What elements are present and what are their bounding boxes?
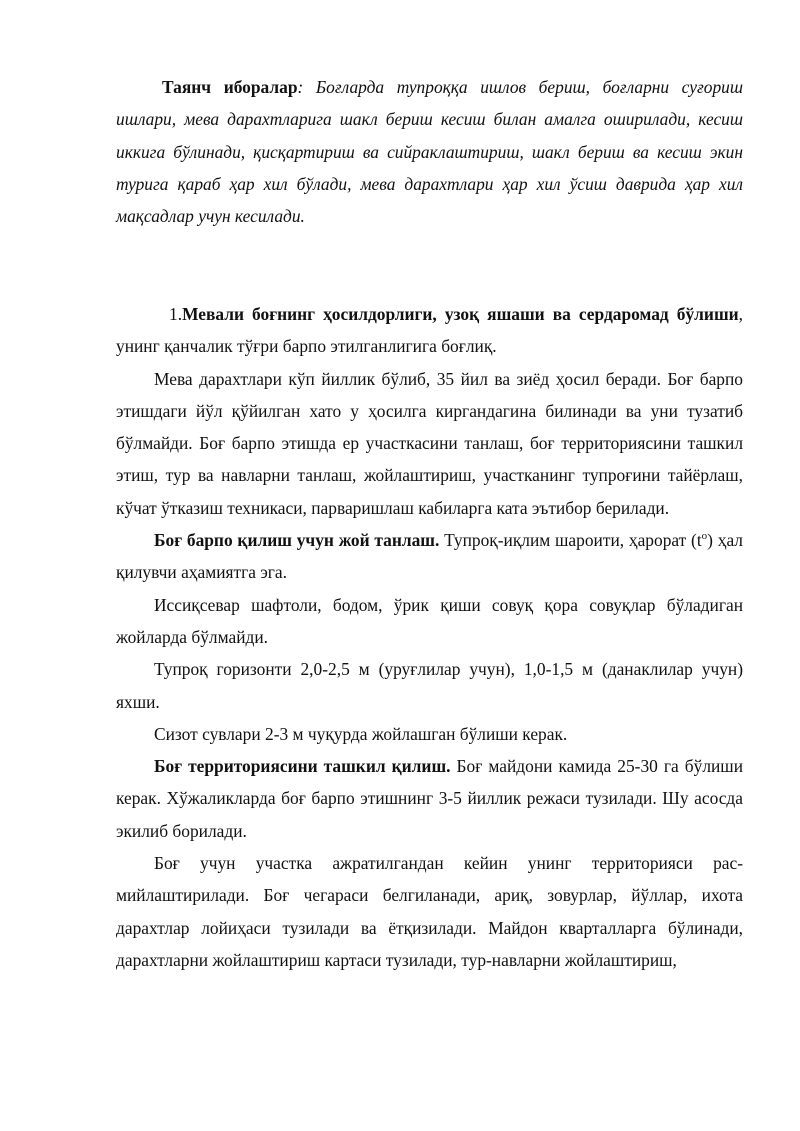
paragraph-fruit-trees: Мева дарахтлари кўп йиллик бўлиб, 35 йил ва зиёд ҳосил беради. Боғ барпо этишдаги йўл қўйилган хато у ҳосилга киргандагина билинади ва уни тузатиб бўлмайди. Боғ барпо этишда ер участкасини танлаш, боғ территориясини ташкил этиш, тур ва навларни танлаш, жойлаштириш, участканинг тупроғини тайёрлаш, кўчат ўтказиш техникаси, парваришлаш кабиларга ката эътибор берилади. — [116, 368, 743, 518]
territory-text: Боғ майдони камида 25-30 га бўлиши керак. Хўжаликларда боғ барпо этишнинг 3-5 йиллик режаси тузилади. Шу асосда экилиб борилади. — [116, 756, 744, 841]
subheading-site-selection: Боғ барпо қилиш учун жой танлаш. — [154, 530, 440, 551]
paragraph-groundwater: Сизот сувлари 2-3 м чуқурда жойлашган бўлиши керак. — [154, 723, 568, 744]
paragraph-plot-registration: Боғ учун участка ажратилгандан кейин унинг территорияси рас-мийлаштирилади. Боғ чегараси белгиланади, ариқ, зовурлар, йўллар, ихота дарахтлар лойиҳаси тузилади ва ётқизилади. Майдон кварталларга бўлинади, дарахтларни жойлаштириш картаси тузилади, тур-навларни жойлаштириш, — [116, 853, 743, 970]
keywords-colon: : — [297, 77, 304, 97]
paragraph-site-selection — [116, 524, 743, 589]
subheading-territory: Боғ территориясини ташкил қилиш. — [154, 756, 451, 777]
section-number-dot: . — [177, 304, 183, 324]
keywords-text: Боғларда тупроққа ишлов бериш, боғларни суғориш ишлари, мева дарахтларига шакл бериш кесиш билан амалга оширилади, кесиш иккига бўлинади, қисқартириш ва сийраклаштириш, шакл бериш ва кесиш экин турига қараб ҳар хил бўлади, мева дарахтлари ҳар хил ўсиш даврида ҳар хил мақсадлар учун кесилади. — [116, 77, 743, 227]
section-heading: Мевали боғнинг ҳосилдорлиги, узоқ яшаши ва сердаромад бўлиши — [182, 304, 739, 324]
section-heading-paragraph — [116, 298, 743, 363]
section-number: 1 — [169, 304, 178, 324]
paragraph-soil-horizon: Тупроқ горизонти 2,0-2,5 м (уруғлилар учун), 1,0-1,5 м (данаклилар учун) яхши. — [116, 659, 743, 712]
site-selection-text: Тупроқ-иқлим шароити, ҳарорат (t — [439, 530, 702, 551]
site-selection-end: ) ҳал қилувчи аҳамиятга эга. — [116, 530, 743, 583]
section-heading-rest: , унинг қанчалик тўғри барпо этилганлигига боғлиқ. — [116, 304, 743, 357]
keywords-paragraph — [116, 71, 743, 232]
degree-superscript: o — [701, 530, 708, 543]
main-body — [116, 298, 743, 976]
paragraph-heat-loving: Иссиқсевар шафтоли, бодом, ўрик қиши совуқ қора совуқлар бўладиган жойларда бўлмайди. — [116, 594, 743, 647]
paragraph-territory-organization — [116, 750, 743, 847]
keywords-label: Таянч иборалар — [162, 77, 298, 97]
